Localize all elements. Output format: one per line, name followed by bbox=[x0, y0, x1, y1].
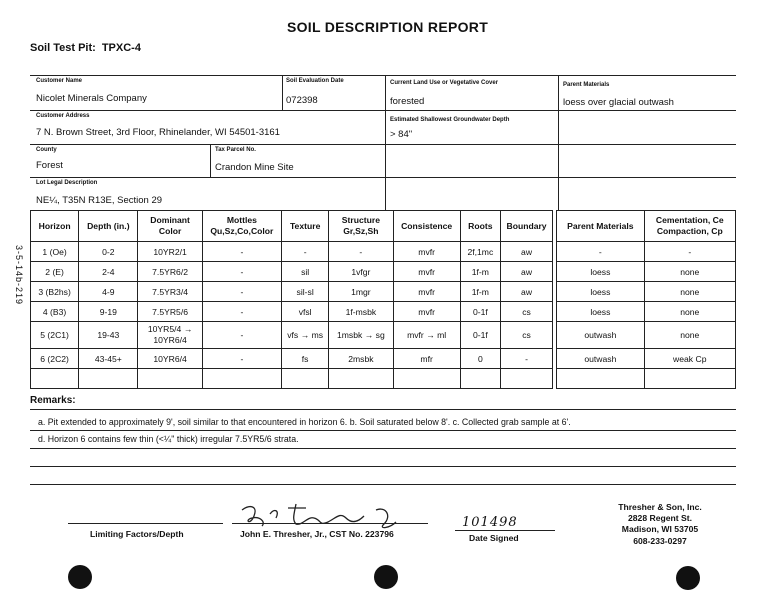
col-header: Roots bbox=[460, 211, 500, 242]
remark-line-2: d. Horizon 6 contains few thin (<¼" thick) irregular 7.5YR5/6 strata. bbox=[38, 434, 299, 444]
cell: - bbox=[644, 242, 735, 262]
cell: cs bbox=[500, 302, 552, 322]
col-header: Texture bbox=[282, 211, 329, 242]
margin-note: 3-5-14b-219 bbox=[14, 245, 24, 306]
cell: - bbox=[557, 242, 644, 262]
signer-name: John E. Thresher, Jr., CST No. 223796 bbox=[240, 529, 394, 539]
cell: vfsl bbox=[282, 302, 329, 322]
table-row bbox=[31, 349, 736, 369]
cell: - bbox=[202, 242, 281, 262]
cell: vfs → ms bbox=[282, 322, 329, 349]
cell bbox=[500, 369, 552, 389]
cell: - bbox=[202, 282, 281, 302]
cell: mfr bbox=[393, 349, 460, 369]
cell bbox=[138, 369, 202, 389]
cell: loess bbox=[557, 262, 644, 282]
cell: 0 bbox=[460, 349, 500, 369]
cell: 19-43 bbox=[79, 322, 138, 349]
pit-label: Soil Test Pit: bbox=[30, 42, 96, 54]
table-row bbox=[31, 322, 736, 349]
col-header: Dominant Color bbox=[138, 211, 202, 242]
cell: 1mgr bbox=[329, 282, 393, 302]
cell: mvfr bbox=[393, 282, 460, 302]
cell: 0-2 bbox=[79, 242, 138, 262]
cell: 5 (2C1) bbox=[31, 322, 79, 349]
form-divider bbox=[30, 177, 736, 178]
cell: 7.5YR6/2 bbox=[138, 262, 202, 282]
form-divider bbox=[30, 144, 736, 145]
col-header: Boundary bbox=[500, 211, 552, 242]
cell: 2-4 bbox=[79, 262, 138, 282]
cell: mvfr bbox=[393, 242, 460, 262]
cell: 6 (2C2) bbox=[31, 349, 79, 369]
table-row bbox=[31, 242, 736, 262]
groundwater-value: > 84" bbox=[390, 129, 413, 140]
cell: 1vfgr bbox=[329, 262, 393, 282]
col-header: Structure Gr,Sz,Sh bbox=[329, 211, 393, 242]
cell: 1f-m bbox=[460, 282, 500, 302]
parent-materials-value: loess over glacial outwash bbox=[563, 97, 674, 108]
cell: 1f-msbk bbox=[329, 302, 393, 322]
cell bbox=[393, 369, 460, 389]
cell: none bbox=[644, 322, 735, 349]
cell: outwash bbox=[557, 322, 644, 349]
firm-city: Madison, WI 53705 bbox=[621, 524, 699, 534]
county-label: County bbox=[36, 147, 57, 153]
cell: 7.5YR3/4 bbox=[138, 282, 202, 302]
legal-value: NE¼, T35N R13E, Section 29 bbox=[36, 195, 163, 206]
cell: 2msbk bbox=[329, 349, 393, 369]
cell: outwash bbox=[557, 349, 644, 369]
cell: cs bbox=[500, 322, 552, 349]
remarks-rule bbox=[30, 409, 736, 410]
col-header: Parent Materials bbox=[557, 211, 644, 242]
table-row bbox=[31, 282, 736, 302]
cell bbox=[329, 369, 393, 389]
cell: sil-sl bbox=[282, 282, 329, 302]
firm-street: 2828 Regent St. bbox=[628, 513, 692, 523]
col-header: Consistence bbox=[393, 211, 460, 242]
cell bbox=[644, 369, 735, 389]
form-border-top bbox=[30, 75, 736, 76]
customer-name-value: Nicolet Minerals Company bbox=[36, 93, 147, 104]
cell bbox=[282, 369, 329, 389]
table-row bbox=[31, 369, 736, 389]
cell: 10YR6/4 bbox=[138, 349, 202, 369]
cell: mvfr bbox=[393, 302, 460, 322]
cell: - bbox=[202, 262, 281, 282]
remarks-heading: Remarks: bbox=[30, 395, 76, 406]
cell: 2 (E) bbox=[31, 262, 79, 282]
cell: - bbox=[500, 349, 552, 369]
date-signed-label: Date Signed bbox=[469, 533, 519, 543]
signature-rule bbox=[232, 523, 428, 524]
form-divider bbox=[385, 75, 386, 210]
cell: 9-19 bbox=[79, 302, 138, 322]
cell: aw bbox=[500, 282, 552, 302]
soil-test-pit bbox=[30, 42, 141, 54]
parcel-label: Tax Parcel No. bbox=[215, 147, 256, 153]
cell: 0-1f bbox=[460, 302, 500, 322]
firm-name: Thresher & Son, Inc. bbox=[618, 502, 702, 512]
cell: aw bbox=[500, 242, 552, 262]
cell: - bbox=[329, 242, 393, 262]
county-value: Forest bbox=[36, 160, 63, 171]
cell: - bbox=[202, 302, 281, 322]
form-divider bbox=[30, 110, 736, 111]
table-row bbox=[31, 302, 736, 322]
soil-horizon-table bbox=[30, 210, 736, 389]
cell: sil bbox=[282, 262, 329, 282]
remarks-rule bbox=[30, 430, 736, 431]
cell: none bbox=[644, 302, 735, 322]
remarks-rule bbox=[30, 466, 736, 467]
cell bbox=[557, 369, 644, 389]
cell bbox=[460, 369, 500, 389]
cell: aw bbox=[500, 262, 552, 282]
cell: loess bbox=[557, 302, 644, 322]
cell: none bbox=[644, 262, 735, 282]
groundwater-label: Estimated Shallowest Groundwater Depth bbox=[390, 117, 510, 123]
table-header-row bbox=[31, 211, 736, 242]
parcel-value: Crandon Mine Site bbox=[215, 162, 294, 173]
legal-label: Lot Legal Description bbox=[36, 180, 98, 186]
col-header: Cementation, Ce Compaction, Cp bbox=[644, 211, 735, 242]
land-use-value: forested bbox=[390, 96, 425, 107]
cell: mvfr → ml bbox=[393, 322, 460, 349]
cell: 1f-m bbox=[460, 262, 500, 282]
form-divider bbox=[210, 144, 211, 177]
binder-hole bbox=[374, 565, 398, 589]
form-divider bbox=[282, 75, 283, 110]
cell: - bbox=[202, 349, 281, 369]
col-header: Horizon bbox=[31, 211, 79, 242]
cell: - bbox=[282, 242, 329, 262]
cell: weak Cp bbox=[644, 349, 735, 369]
limiting-factors-label: Limiting Factors/Depth bbox=[90, 529, 184, 539]
cell: none bbox=[644, 282, 735, 302]
cell: 2f,1mc bbox=[460, 242, 500, 262]
report-title: SOIL DESCRIPTION REPORT bbox=[286, 19, 489, 35]
cell bbox=[31, 369, 79, 389]
eval-date-label: Soil Evaluation Date bbox=[286, 78, 344, 84]
cell: fs bbox=[282, 349, 329, 369]
table-row bbox=[31, 262, 736, 282]
binder-hole bbox=[68, 565, 92, 589]
parent-materials-label: Parent Materials bbox=[563, 82, 610, 88]
signature-image bbox=[236, 500, 416, 532]
cell: 43-45+ bbox=[79, 349, 138, 369]
binder-hole bbox=[676, 566, 700, 590]
pit-value: TPXC-4 bbox=[101, 42, 141, 54]
col-header: Mottles Qu,Sz,Co,Color bbox=[202, 211, 281, 242]
eval-date-value: 072398 bbox=[286, 95, 318, 106]
form-divider bbox=[558, 75, 559, 210]
cell: 0-1f bbox=[460, 322, 500, 349]
cell: 4 (B3) bbox=[31, 302, 79, 322]
remarks-rule bbox=[30, 448, 736, 449]
cell: 3 (B2hs) bbox=[31, 282, 79, 302]
cell bbox=[202, 369, 281, 389]
cell: 10YR2/1 bbox=[138, 242, 202, 262]
cell: 1msbk → sg bbox=[329, 322, 393, 349]
cell: 10YR5/4 → 10YR6/4 bbox=[138, 322, 202, 349]
cell: loess bbox=[557, 282, 644, 302]
col-header: Depth (in.) bbox=[79, 211, 138, 242]
cell: 7.5YR5/6 bbox=[138, 302, 202, 322]
customer-name-label: Customer Name bbox=[36, 78, 83, 84]
cell bbox=[79, 369, 138, 389]
land-use-label: Current Land Use or Vegetative Cover bbox=[390, 80, 499, 86]
cell: 1 (Oe) bbox=[31, 242, 79, 262]
firm-phone: 608-233-0297 bbox=[633, 536, 687, 546]
address-label: Customer Address bbox=[36, 113, 90, 119]
remark-line-1: a. Pit extended to approximately 9', soil similar to that encountered in horizon 6. b. Soil saturated below 8'. c. Collected grab sample at 6'. bbox=[38, 417, 571, 427]
date-handwritten: 101498 bbox=[462, 515, 518, 530]
cell: - bbox=[202, 322, 281, 349]
cell: mvfr bbox=[393, 262, 460, 282]
date-rule bbox=[455, 530, 555, 531]
remarks-rule bbox=[30, 484, 736, 485]
limiting-rule bbox=[68, 523, 223, 524]
address-value: 7 N. Brown Street, 3rd Floor, Rhinelander, WI 54501-3161 bbox=[36, 127, 280, 138]
cell: 4-9 bbox=[79, 282, 138, 302]
